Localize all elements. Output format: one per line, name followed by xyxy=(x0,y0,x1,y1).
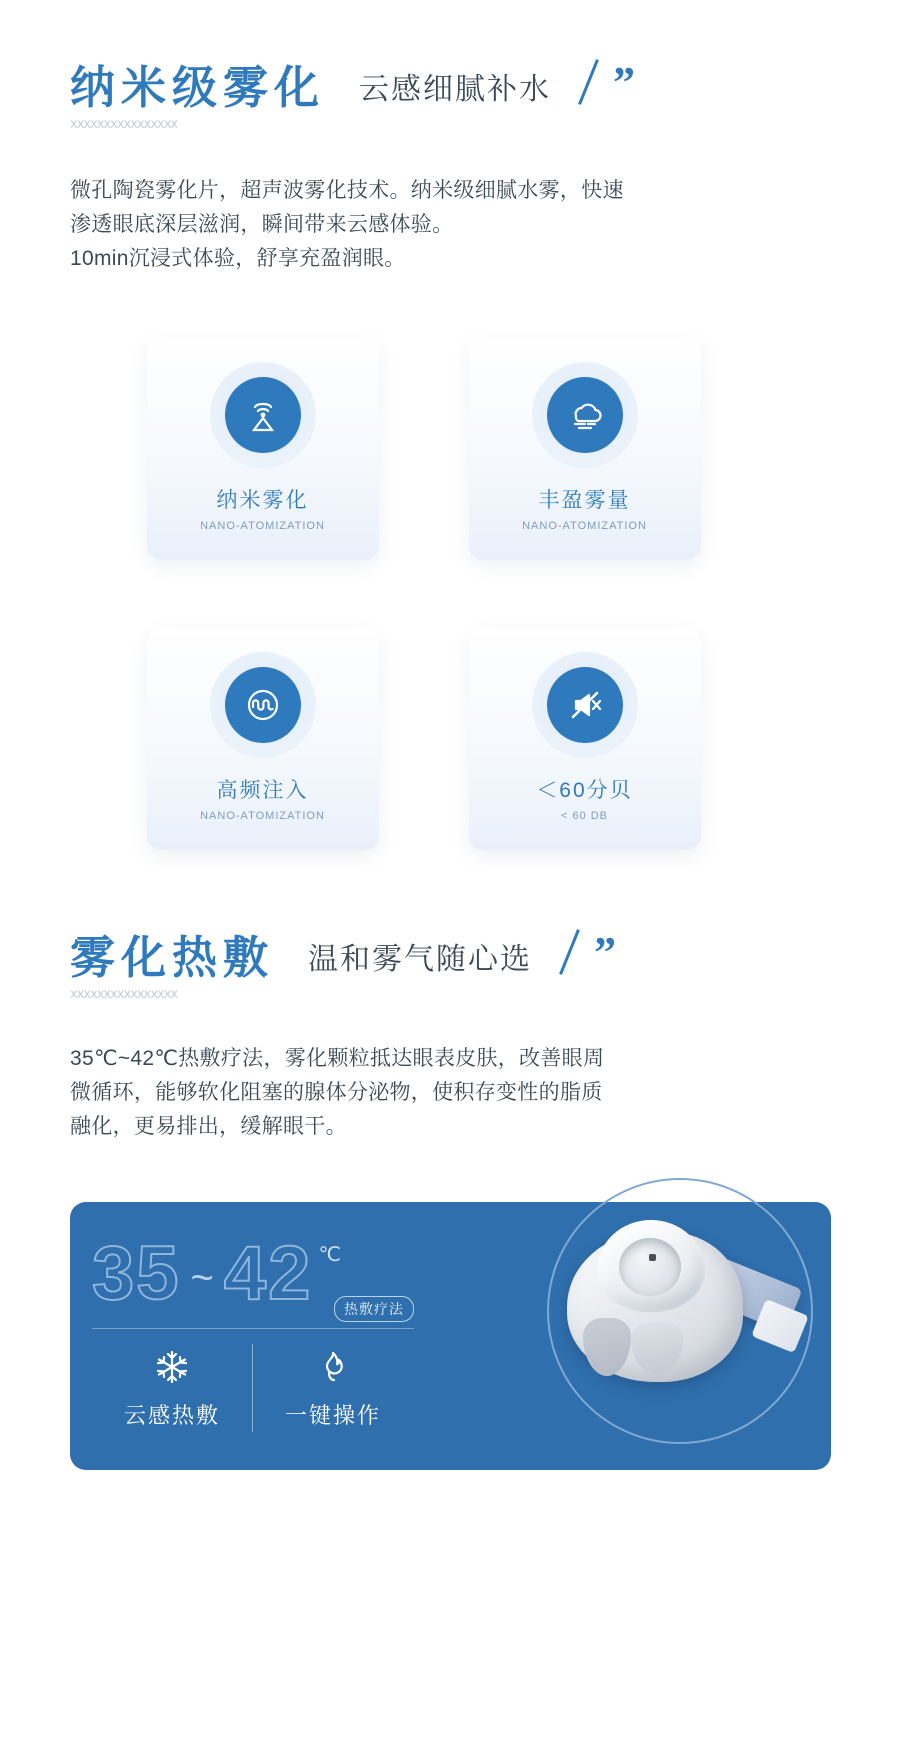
card-subtitle: < 60 DB xyxy=(560,810,609,823)
banner-feature-label: 云感热敷 xyxy=(123,1402,220,1428)
paragraph-nano xyxy=(0,174,901,276)
device-illustration xyxy=(561,1214,795,1410)
page-subtitle-2: 温和雾气随心选 xyxy=(308,943,533,977)
card-title: ＜60分贝 xyxy=(536,779,633,803)
card-subtitle: NANO-ATOMIZATION xyxy=(522,520,647,533)
icon-halo xyxy=(532,652,638,758)
card-subtitle: NANO-ATOMIZATION xyxy=(200,520,325,533)
slash-divider-icon xyxy=(554,928,588,976)
high-frequency-wave-icon xyxy=(225,667,301,743)
card-title: 高频注入 xyxy=(216,779,309,803)
banner-divider xyxy=(92,1328,414,1329)
temp-unit: ℃ xyxy=(318,1244,341,1267)
paragraph-line: 融化，更易排出，缓解眼干。 xyxy=(70,1115,347,1139)
paragraph-line: 微循环，能够软化阻塞的腺体分泌物，使积存变性的脂质 xyxy=(70,1081,603,1105)
icon-halo xyxy=(210,362,316,468)
icon-halo xyxy=(532,362,638,468)
quote-mark-icon: ” xyxy=(613,57,636,107)
nano-atomization-icon xyxy=(225,377,301,453)
section-heading-heat xyxy=(0,928,901,1002)
banner-feature xyxy=(92,1347,252,1430)
temp-high-value: 42 xyxy=(223,1231,313,1317)
zigzag-underline: xxxxxxxxxxxxxxxx xyxy=(70,118,178,132)
feature-card-grid xyxy=(135,338,767,850)
heat-therapy-tag: 热敷疗法 xyxy=(334,1296,414,1322)
zigzag-underline: xxxxxxxxxxxxxxxx xyxy=(70,988,178,1003)
feature-card[interactable] xyxy=(147,628,379,850)
feature-card[interactable] xyxy=(469,338,701,560)
mute-speaker-icon xyxy=(547,667,623,743)
device-photo xyxy=(491,1170,831,1470)
quote-mark-icon: ” xyxy=(594,927,617,977)
paragraph-heat xyxy=(0,1042,901,1144)
temperature-range xyxy=(92,1231,462,1328)
feature-card[interactable] xyxy=(147,338,379,560)
snowflake-icon xyxy=(152,1347,192,1399)
page-subtitle: 云感细腻补水 xyxy=(359,73,552,106)
device-inner-cavity xyxy=(619,1238,681,1296)
mist-cloud-icon xyxy=(547,377,623,453)
slash-divider-icon xyxy=(573,58,607,106)
heat-banner-wrap xyxy=(70,1170,831,1470)
flame-icon xyxy=(313,1347,353,1399)
banner-feature xyxy=(253,1347,413,1430)
page-title-2: 雾化热敷 xyxy=(70,931,275,983)
page-title: 纳米级雾化 xyxy=(70,61,326,113)
paragraph-line: 渗透眼底深层滋润，瞬间带来云感体验。 xyxy=(70,213,454,237)
feature-card[interactable] xyxy=(469,628,701,850)
temp-low-value: 35 xyxy=(92,1231,181,1317)
section-heading-nano xyxy=(0,0,901,132)
card-title: 纳米雾化 xyxy=(216,489,309,513)
device-sensor-dot xyxy=(649,1254,656,1261)
banner-features xyxy=(92,1344,413,1432)
banner-content xyxy=(92,1231,462,1328)
icon-halo xyxy=(210,652,316,758)
card-title: 丰盈雾量 xyxy=(538,489,631,513)
paragraph-line: 35℃~42℃热敷疗法，雾化颗粒抵达眼表皮肤，改善眼周 xyxy=(70,1047,605,1071)
card-subtitle: NANO-ATOMIZATION xyxy=(200,810,325,823)
heading-row xyxy=(70,928,831,982)
heading-row xyxy=(70,58,831,112)
temp-tilde: ~ xyxy=(190,1256,214,1301)
banner-feature-label: 一键操作 xyxy=(284,1402,381,1428)
paragraph-line: 10min沉浸式体验，舒享充盈润眼。 xyxy=(70,247,406,271)
paragraph-line: 微孔陶瓷雾化片，超声波雾化技术。纳米级细腻水雾，快速 xyxy=(70,179,624,202)
